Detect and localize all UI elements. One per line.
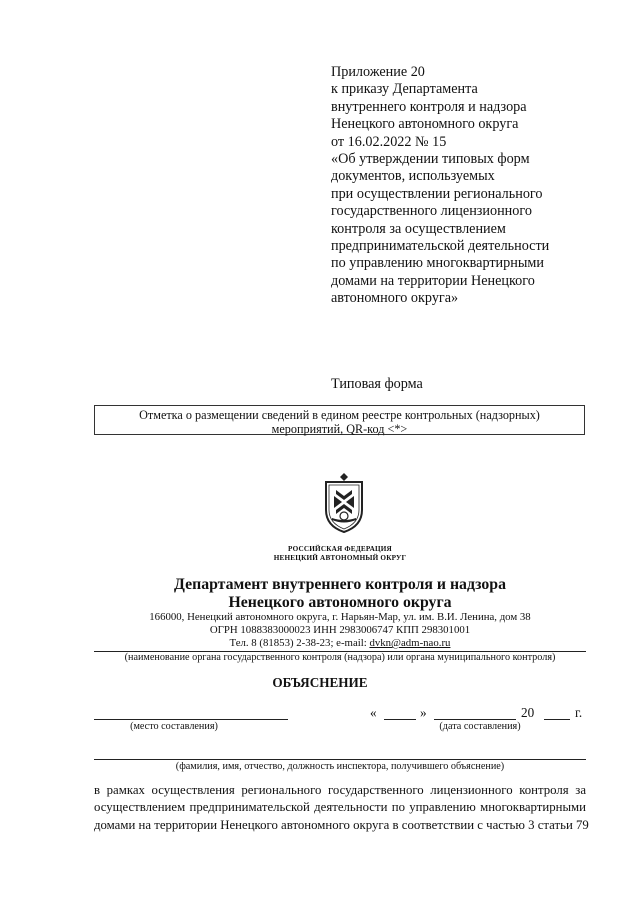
body-paragraph [94, 782, 589, 834]
appendix-block [331, 64, 611, 308]
appendix-line: Ненецкого автономного округа [331, 116, 519, 133]
body-line: домами на территории Ненецкого автономного округа в соответствии с частью 3 статьи 79 [94, 817, 589, 832]
org-caption: (наименование органа государственного контроля (надзора) или органа муниципального контроля) [124, 652, 556, 663]
federation-header [220, 545, 460, 562]
body-line: осуществлением предпринимательской деятельности по управлению многоквартирными [94, 800, 586, 815]
department-address [100, 611, 580, 650]
date-year-field[interactable] [544, 719, 570, 720]
phone-text: Тел. 8 (81853) 2-38-23; e-mail: [229, 637, 370, 649]
date-year-prefix: 20 [521, 705, 535, 720]
registry-box-line: Отметка о размещении сведений в едином реестре контрольных (надзорных) [139, 408, 540, 422]
date-month-field[interactable] [434, 719, 516, 720]
contacts-line [100, 637, 580, 650]
address-line: 166000, Ненецкий автономного округа, г. Нарьян-Мар, ул. им. В.И. Ленина, дом 38 [149, 611, 531, 623]
date-caption: (дата составления) [439, 721, 521, 732]
form-type-label: Типовая форма [331, 376, 423, 392]
date-year-suffix: г. [575, 705, 583, 720]
registration-numbers: ОГРН 1088383000023 ИНН 2983006747 КПП 298301001 [209, 624, 471, 636]
appendix-line: «Об утверждении типовых форм [331, 151, 530, 168]
coat-of-arms-icon [321, 472, 367, 534]
inspector-field-line[interactable] [94, 759, 586, 760]
inspector-caption: (фамилия, имя, отчество, должность инспектора, получившего объяснение) [175, 761, 505, 772]
date-day-field[interactable] [384, 719, 416, 720]
appendix-line: автономного округа» [331, 290, 459, 307]
document-title: ОБЪЯСНЕНИЕ [272, 675, 368, 690]
appendix-line: от 16.02.2022 № 15 [331, 133, 447, 150]
appendix-line: Приложение 20 [331, 64, 425, 80]
department-line: Департамент внутреннего контроля и надзора [174, 576, 506, 593]
department-name [90, 576, 590, 611]
body-line: в рамках осуществления регионального государственного лицензионного контроля за [94, 783, 586, 797]
appendix-line: по управлению многоквартирными [331, 255, 544, 272]
department-line: Ненецкого автономного округа [228, 593, 452, 611]
date-close-quote: » [420, 705, 427, 720]
date-open-quote: « [370, 705, 377, 720]
place-field-line[interactable] [94, 719, 288, 720]
region-line: НЕНЕЦКИЙ АВТОНОМНЫЙ ОКРУГ [273, 553, 407, 562]
email-link[interactable]: dvkn@adm-nao.ru [369, 637, 451, 649]
appendix-line: контроля за осуществлением [331, 220, 506, 237]
appendix-line: к приказу Департамента [331, 81, 478, 98]
appendix-line: домами на территории Ненецкого [331, 272, 535, 289]
appendix-line: внутреннего контроля и надзора [331, 98, 527, 115]
appendix-line: государственного лицензионного [331, 203, 532, 220]
place-caption: (место составления) [130, 721, 218, 732]
federation-line: РОССИЙСКАЯ ФЕДЕРАЦИЯ [288, 545, 392, 553]
appendix-line: при осуществлении регионального [331, 185, 543, 202]
appendix-line: предпринимательской деятельности [331, 238, 550, 255]
appendix-line: документов, используемых [331, 168, 495, 185]
registry-mark-box [94, 405, 585, 435]
registry-box-line: мероприятий, QR-код <*> [271, 422, 408, 436]
